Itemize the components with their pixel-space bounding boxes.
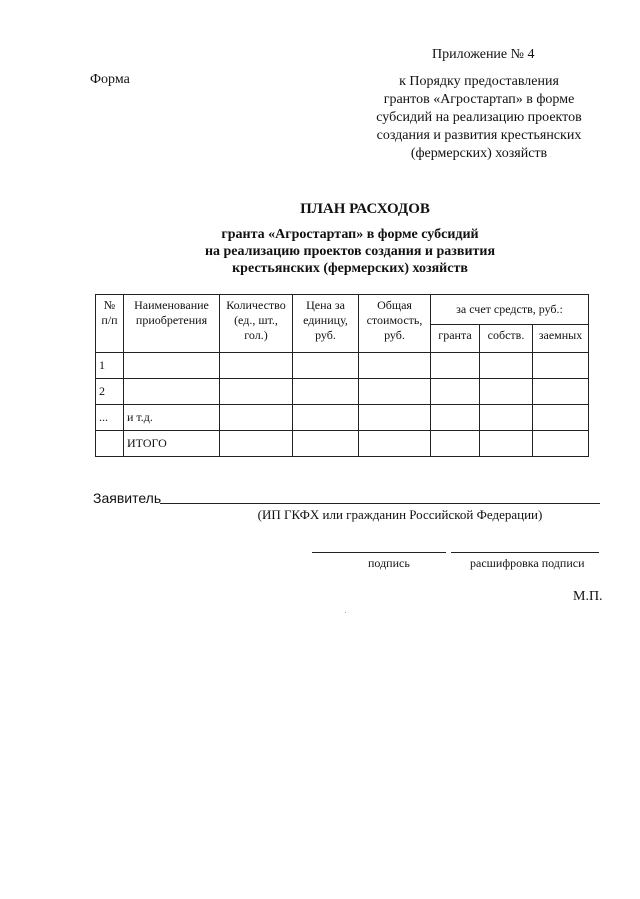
order-line: субсидий на реализацию проектов	[376, 110, 582, 125]
signature-label: подпись	[368, 556, 410, 570]
table-cell	[359, 431, 431, 457]
table-cell	[480, 405, 533, 431]
table-cell	[431, 431, 480, 457]
table-cell	[533, 353, 589, 379]
table-row	[96, 379, 589, 405]
header-funding-group: за счет средств, руб.:	[431, 295, 589, 325]
header-funding-grant: гранта	[431, 324, 480, 352]
header-total: Общая стоимость, руб.	[359, 295, 431, 353]
order-line: создания и развития крестьянских	[376, 128, 582, 143]
signature-decode-label: расшифровка подписи	[470, 556, 585, 570]
table-cell	[480, 353, 533, 379]
table-cell	[359, 379, 431, 405]
table-cell	[293, 353, 359, 379]
table-row	[96, 353, 589, 379]
table-cell	[431, 379, 480, 405]
header-funding-loan: заемных	[533, 324, 589, 352]
table-cell	[359, 405, 431, 431]
order-line: грантов «Агростартап» в форме	[383, 92, 575, 107]
table-cell	[220, 379, 293, 405]
applicant-note: (ИП ГКФХ или гражданин Российской Федерации)	[257, 507, 543, 522]
table-cell	[480, 379, 533, 405]
table-row	[96, 405, 589, 431]
table-row-total	[96, 431, 589, 457]
subtitle-line: гранта «Агростартап» в форме субсидий	[221, 227, 479, 242]
signature-line	[312, 552, 446, 553]
header-num: № п/п	[96, 295, 124, 353]
table-cell	[431, 405, 480, 431]
header-qty: Количество (ед., шт., гол.)	[220, 295, 293, 353]
row-num: ...	[96, 405, 124, 431]
row-name	[124, 379, 220, 405]
order-reference	[360, 73, 598, 163]
table-cell	[293, 431, 359, 457]
header-name: Наименование приобретения	[124, 295, 220, 353]
table-cell	[220, 431, 293, 457]
applicant-label: Заявитель	[93, 490, 162, 506]
table-cell	[220, 353, 293, 379]
order-line: к Порядку предоставления	[399, 74, 559, 89]
appendix-label: Приложение № 4	[432, 47, 535, 62]
document-title: ПЛАН РАСХОДОВ	[300, 201, 430, 217]
table-cell	[431, 353, 480, 379]
row-name: и т.д.	[124, 405, 220, 431]
signature-decode-line	[451, 552, 599, 553]
header-funding-own: собств.	[480, 324, 533, 352]
table-cell	[533, 379, 589, 405]
subtitle-line: крестьянских (фермерских) хозяйств	[232, 261, 468, 276]
table-cell	[293, 405, 359, 431]
header-price: Цена за единицу, руб.	[293, 295, 359, 353]
row-name	[124, 353, 220, 379]
table-cell	[533, 431, 589, 457]
order-line: (фермерских) хозяйств	[410, 146, 548, 161]
row-name: ИТОГО	[124, 431, 220, 457]
stamp-label: М.П.	[573, 589, 603, 604]
table-cell	[533, 405, 589, 431]
expense-table	[95, 294, 589, 457]
document-subtitle	[150, 226, 550, 277]
applicant-line	[160, 503, 600, 504]
row-num: 2	[96, 379, 124, 405]
table-cell	[220, 405, 293, 431]
row-num	[96, 431, 124, 457]
table-header-row	[96, 295, 589, 325]
form-label: Форма	[90, 72, 130, 87]
scan-speck	[345, 612, 346, 613]
table-cell	[293, 379, 359, 405]
subtitle-line: на реализацию проектов создания и развития	[204, 244, 496, 259]
table-cell	[480, 431, 533, 457]
table-cell	[359, 353, 431, 379]
row-num: 1	[96, 353, 124, 379]
